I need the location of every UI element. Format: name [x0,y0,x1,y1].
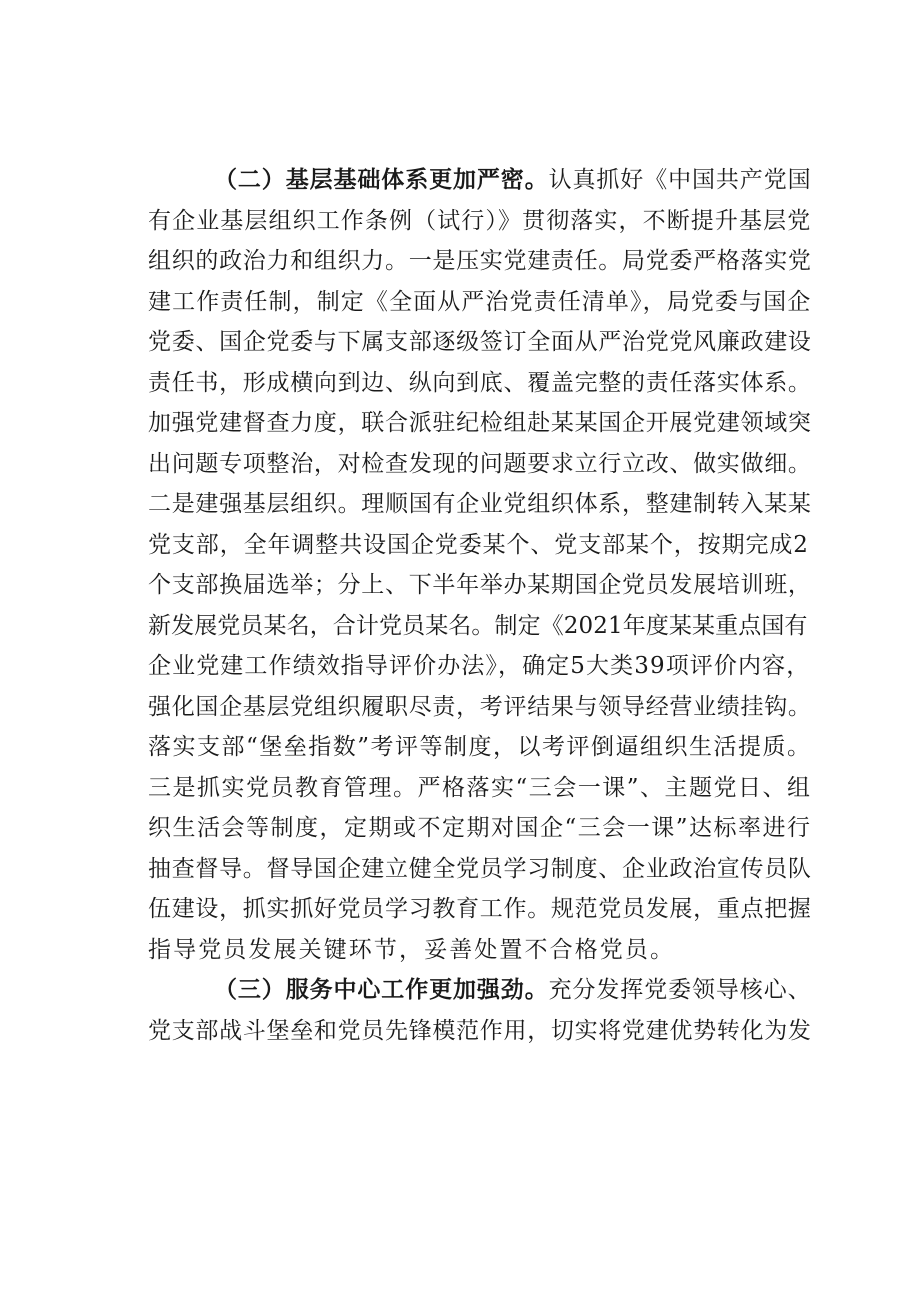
body-text [148,160,812,1051]
paragraph-line: 企业党建工作绩效指导评价办法》，确定5大类39项评价内容， [148,653,811,679]
paragraph-line: 加强党建督查力度，联合派驻纪检组赴某某国企开展党建领域突 [148,410,812,436]
paragraph-line: 充分发挥党委领导核心、 [548,977,812,1003]
paragraph-line: 三是抓实党员教育管理。严格落实“三会一课”、主题党日、组 [148,774,812,801]
paragraph-line: 有企业基层组织工作条例（试行）》贯彻落实，不断提升基层党 [148,207,812,234]
paragraph-line: 出问题专项整治，对检查发现的问题要求立行立改、做实做细。 [148,450,812,477]
paragraph-line: 党支部，全年调整共设国企党委某个、党支部某个，按期完成2 [148,531,809,558]
paragraph-line: 建工作责任制，制定《全面从严治党责任清单》，局党委与国企 [148,288,812,315]
paragraph-line: 二是建强基层组织。理顺国有企业党组织体系，整建制转入某某 [148,491,812,517]
paragraph-line: 党委、国企党委与下属支部逐级签订全面从严治党党风廉政建设 [148,329,812,355]
paragraph-line: 认真抓好《中国共产党国 [548,167,812,193]
paragraph-line: 织生活会等制度，定期或不定期对国企“三会一课”达标率进行 [148,815,812,841]
paragraph-line: 责任书，形成横向到边、纵向到底、覆盖完整的责任落实体系。 [148,369,812,396]
paragraph-line: 落实支部“堡垒指数”考评等制度，以考评倒逼组织生活提质。 [148,734,812,760]
paragraph-line: 抽查督导。督导国企建立健全党员学习制度、企业政治宣传员队 [148,855,812,882]
section-2-heading: （二）基层基础体系更加严密。 [214,166,549,193]
paragraph-line: 强化国企基层党组织履职尽责，考评结果与领导经营业绩挂钩。 [148,693,812,720]
paragraph-line: 个支部换届选举；分上、下半年举办某期国企党员发展培训班， [148,572,812,598]
paragraph-line: 新发展党员某名，合计党员某名。制定《2021年度某某重点国有 [148,612,808,639]
paragraph-line: 组织的政治力和组织力。一是压实党建责任。局党委严格落实党 [148,248,812,274]
paragraph-line: 党支部战斗堡垒和党员先锋模范作用，切实将党建优势转化为发 [148,1017,812,1044]
paragraph-line: 指导党员发展关键环节，妥善处置不合格党员。 [148,936,676,963]
section-3-heading: （三）服务中心工作更加强劲。 [214,976,549,1003]
paragraph-line: 伍建设，抓实抓好党员学习教育工作。规范党员发展，重点把握 [148,896,812,922]
section-3-first-line [148,970,812,1011]
section-2-first-line [148,160,812,201]
